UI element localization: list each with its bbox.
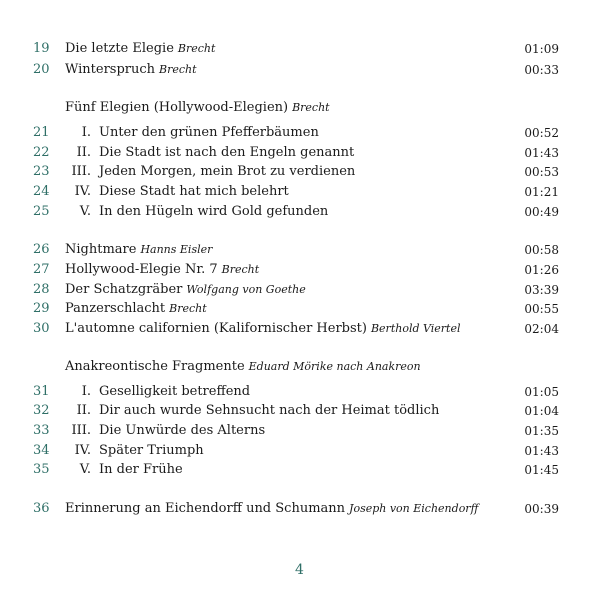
track-row (0, 123, 599, 143)
track-author: Brecht (177, 42, 216, 55)
track-row (0, 260, 599, 280)
track-duration: 00:52 (524, 126, 559, 140)
track-row (0, 60, 599, 80)
track-author: Wolfgang von Goethe (186, 283, 306, 296)
track-duration: 01:45 (524, 463, 559, 477)
track-duration: 01:09 (524, 42, 559, 56)
track-title: Die Stadt ist nach den Engeln genannt (99, 145, 355, 160)
track-duration: 00:49 (524, 205, 559, 219)
track-title-wrap (65, 319, 461, 339)
track-title-wrap (65, 460, 183, 480)
track-duration: 00:53 (524, 165, 559, 179)
track-title: Erinnerung an Eichendorff und Schumann (65, 501, 346, 516)
track-duration: 00:58 (524, 243, 559, 257)
track-duration: 01:05 (524, 385, 559, 399)
track-number: 23 (33, 164, 50, 179)
track-number: 24 (33, 184, 50, 199)
track-title-wrap (65, 401, 439, 421)
track-duration: 01:04 (524, 404, 559, 418)
track-number: 27 (33, 262, 50, 277)
track-title-wrap (65, 182, 289, 202)
track-row (0, 319, 599, 339)
track-number: 32 (33, 403, 50, 418)
track-number: 19 (33, 41, 50, 56)
section-author: Eduard Mörike nach Anakreon (248, 360, 421, 373)
track-row (0, 143, 599, 163)
section-title: Anakreontische Fragmente (65, 359, 245, 374)
track-title: Die Unwürde des Alterns (99, 423, 266, 438)
track-number: 28 (33, 282, 50, 297)
track-duration: 01:35 (524, 424, 559, 438)
track-title-wrap (65, 260, 259, 280)
track-row (0, 202, 599, 222)
roman-numeral: II. (76, 145, 91, 160)
track-duration: 01:26 (524, 263, 559, 277)
track-title: Später Triumph (99, 443, 204, 458)
track-row (0, 382, 599, 402)
track-title-wrap (65, 123, 319, 143)
track-row (0, 460, 599, 480)
track-number: 25 (33, 204, 50, 219)
track-row (0, 162, 599, 182)
track-row (0, 299, 599, 319)
roman-numeral: III. (71, 164, 91, 179)
track-number: 36 (33, 501, 50, 516)
roman-numeral: I. (81, 384, 91, 399)
track-row (0, 441, 599, 461)
track-duration: 03:39 (524, 283, 559, 297)
track-title-wrap (65, 240, 212, 260)
track-title: L'automne californien (Kalifornischer Herbst) (65, 321, 367, 336)
track-title-wrap (65, 441, 204, 461)
track-number: 35 (33, 462, 50, 477)
track-row (0, 240, 599, 260)
track-row (0, 401, 599, 421)
track-row (0, 39, 599, 59)
track-number: 26 (33, 242, 50, 257)
track-title: In den Hügeln wird Gold gefunden (99, 204, 329, 219)
track-title: Jeden Morgen, mein Brot zu verdienen (99, 164, 356, 179)
track-author: Joseph von Eichendorff (349, 502, 479, 515)
track-number: 31 (33, 384, 50, 399)
track-title: In der Frühe (99, 462, 183, 477)
roman-numeral: V. (79, 204, 91, 219)
track-duration: 00:55 (524, 302, 559, 316)
track-number: 22 (33, 145, 50, 160)
track-title-wrap (65, 143, 354, 163)
track-number: 20 (33, 62, 50, 77)
track-title-wrap (65, 421, 265, 441)
track-title-wrap (65, 382, 250, 402)
track-author: Brecht (169, 302, 207, 315)
roman-numeral: V. (79, 462, 91, 477)
track-duration: 01:43 (524, 146, 559, 160)
track-title: Hollywood-Elegie Nr. 7 (65, 262, 218, 277)
track-number: 34 (33, 443, 50, 458)
section-author: Brecht (292, 101, 330, 114)
track-row (0, 280, 599, 300)
track-title-wrap (65, 39, 215, 59)
track-title: Die letzte Elegie (65, 41, 174, 56)
track-number: 33 (33, 423, 50, 438)
track-author: Brecht (221, 263, 260, 276)
section-heading (65, 98, 330, 118)
track-title: Geselligkeit betreffend (99, 384, 251, 399)
roman-numeral: I. (81, 125, 91, 140)
track-number: 29 (33, 301, 50, 316)
track-title: Panzerschlacht (65, 301, 166, 316)
track-title: Unter den grünen Pfefferbäumen (99, 125, 319, 140)
track-author: Hanns Eisler (140, 243, 213, 256)
track-row (0, 499, 599, 519)
track-duration: 00:39 (524, 502, 559, 516)
track-number: 21 (33, 125, 50, 140)
track-author: Brecht (159, 63, 197, 76)
track-title: Diese Stadt hat mich belehrt (99, 184, 289, 199)
track-duration: 01:43 (524, 444, 559, 458)
roman-numeral: III. (71, 423, 91, 438)
track-duration: 02:04 (524, 322, 559, 336)
track-title-wrap (65, 162, 355, 182)
track-title: Nightmare (65, 242, 137, 257)
track-title-wrap (65, 280, 306, 300)
track-row (0, 182, 599, 202)
page-number: 4 (295, 562, 304, 578)
roman-numeral: IV. (74, 184, 91, 199)
track-title: Der Schatzgräber (65, 282, 183, 297)
track-duration: 01:21 (524, 185, 559, 199)
track-author: Berthold Viertel (370, 322, 461, 335)
track-title-wrap (65, 499, 478, 519)
track-title-wrap (65, 60, 197, 80)
track-title: Dir auch wurde Sehnsucht nach der Heimat tödlich (99, 403, 440, 418)
section-heading (65, 357, 421, 377)
track-number: 30 (33, 321, 50, 336)
track-title: Winterspruch (65, 62, 156, 77)
section-title: Fünf Elegien (Hollywood-Elegien) (65, 100, 289, 115)
track-title-wrap (65, 202, 328, 222)
roman-numeral: II. (76, 403, 91, 418)
track-title-wrap (65, 299, 207, 319)
track-row (0, 421, 599, 441)
roman-numeral: IV. (74, 443, 91, 458)
track-duration: 00:33 (524, 63, 559, 77)
